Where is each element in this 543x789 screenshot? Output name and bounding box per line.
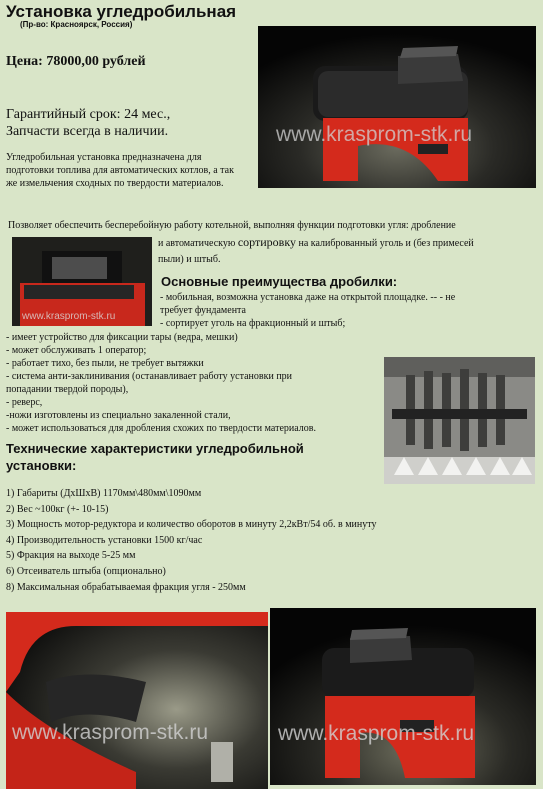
- advantage-item: - сортирует уголь на фракционный и штыб;: [160, 318, 346, 329]
- advantages-list: [6, 331, 386, 435]
- advantage-item: требует фундамента: [160, 305, 246, 316]
- specs-list: [6, 486, 376, 595]
- allows-line-2c: на калиброванный уголь и (без примесей: [296, 238, 474, 249]
- advantage-item: -ножи изготовлены из специально закаленной стали,: [6, 410, 231, 421]
- advantage-item: - может обслуживать 1 оператор;: [6, 345, 147, 356]
- spec-item: 8) Максимальная обрабатываемая фракция угля - 250мм: [6, 581, 246, 593]
- advantage-item: - система анти-заклинивания (останавливает работу установки при: [6, 371, 293, 382]
- guarantee-term: Гарантийный срок: 24 мес.,: [6, 107, 171, 122]
- advantage-item: - работает тихо, без пыли, не требует вытяжки: [6, 358, 204, 369]
- machine-photo-main: [258, 26, 536, 188]
- advantages-inline: [160, 291, 535, 330]
- watermark: www.krasprom-stk.ru: [276, 123, 473, 146]
- spare-parts-note: Запчасти всегда в наличии.: [6, 124, 169, 139]
- page-title: Установка угледробильная: [6, 2, 237, 21]
- advantages-title: Основные преимущества дробилки:: [161, 274, 398, 289]
- watermark-bottom-right: www.krasprom-stk.ru: [278, 722, 475, 745]
- spec-item: 1) Габариты (ДхШхВ) 1170мм\480мм\1090мм: [6, 488, 202, 499]
- allows-line-2a: и автоматическую: [158, 238, 238, 249]
- allows-line-3: пыли) и штыб.: [158, 254, 221, 265]
- machine-closeup-photo: [6, 612, 268, 789]
- spec-item: 2) Вес ~100кг (+- 10-15): [6, 503, 109, 515]
- description: Угледробильная установка предназначена для подготовки топлива для автоматических котлов, а так же измельчения сходных по твердости материалов.: [6, 152, 234, 189]
- advantage-item: - мобильная, возможна установка даже на открытой площадке. -- - не: [160, 292, 456, 303]
- advantage-item: - имеет устройство для фиксации тары (ведра, мешки): [6, 332, 238, 343]
- allows-line-1: Позволяет обеспечить бесперебойную работу котельной, выполняя функции подготовки угля: дробление: [8, 220, 456, 231]
- spec-item: 3) Мощность мотор-редуктора и количество оборотов в минуту 2,2кВт/54 об. в минуту: [6, 519, 377, 531]
- spec-item: 6) Отсеиватель штыба (опционально): [6, 565, 166, 577]
- machine-photo-bottom: [270, 608, 536, 785]
- advantage-item: - реверс,: [6, 397, 43, 408]
- watermark-small: www.krasprom-stk.ru: [22, 311, 116, 322]
- allows-line-2b: сортировку: [237, 235, 296, 249]
- tech-specs-title: Технические характеристики угледробильной установки:: [6, 441, 304, 473]
- blades-photo: [384, 357, 535, 484]
- advantage-item: - может использоваться для дробления схожих по твердости материалов.: [6, 423, 316, 434]
- price: Цена: 78000,00 рублей: [6, 54, 146, 69]
- guarantee-block: [6, 106, 226, 140]
- advantage-item: попадании твердой породы),: [6, 384, 129, 395]
- manufacturer-subtitle: (Пр-во: Красноярск, Россия): [20, 20, 133, 29]
- watermark-bottom-left: www.krasprom-stk.ru: [12, 721, 209, 744]
- spec-item: 4) Производительность установки 1500 кг/час: [6, 534, 203, 546]
- machine-photo-small: [12, 237, 152, 326]
- spec-item: 5) Фракция на выходе 5-25 мм: [6, 550, 136, 562]
